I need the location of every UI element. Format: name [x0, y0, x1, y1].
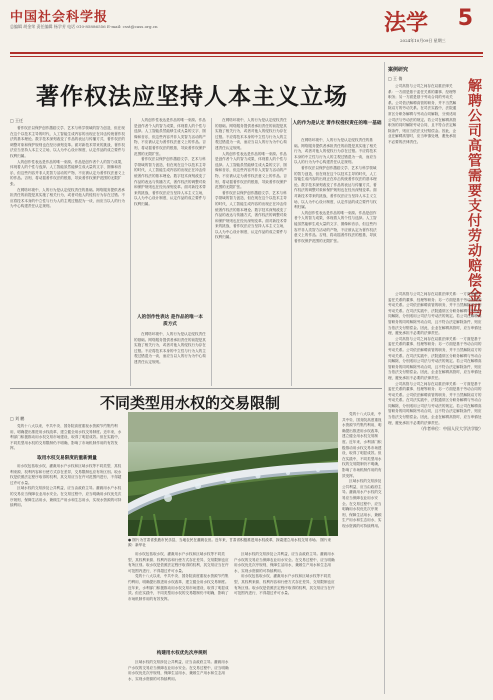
bottom-story-subhead-1: 取用水权交易限度的重新测量	[37, 455, 97, 461]
newspaper-logo: 中国社会科学报	[10, 10, 109, 25]
bottom-story-col-2-lower	[128, 660, 230, 694]
top-story-text-3: 在网络环境中，人的行为是认定侵权责任的基础。网络服务提供者承担责任的前提是其实施了相关行为，或者对他人的侵权行为存在过错。不应将技术本身的中立性与行为人的主观过错混为一谈，而应当以人的行为为中心构建责任认定规则。	[215, 118, 287, 150]
bottom-story-col-4	[342, 412, 382, 694]
top-story-subhead-1: 人的创作性表达 是作品的唯一本质方式	[137, 315, 203, 327]
top-story-text-1b: 人的创作性表达是作品的唯一来源。作品是创作者个人的智力成果，体现着人的个性与选择。人工智能虽然能够生成大量的文字、图像和音乐，但这些内容并非人类智力活动的产物，不应被认定为著作权法意义上的作品。否则，将动摇著作权法的根基，导致著作权保护范围的无限扩张。	[10, 159, 125, 186]
bottom-story-text-4b: 区域水权的交易涉及公共利益，应当由政府主导。灌溉用水户水权的交易应当保障农业用水安全。在交易过程中，应当明确用水权优先次序规则，保障生活用水，兼顾生产用水和生态用水，实现水资源的可持续利用。	[342, 479, 382, 528]
bottom-story-text-1c: 区域水权的交易涉及公共利益，应当由政府主导。灌溉用水户水权的交易应当保障农业用水安全。在交易过程中，应当明确用水权优先次序规则，保障生活用水，兼顾生产用水和生态用水，实现水资源的可持续利用。	[10, 486, 122, 508]
masthead-info: 总编辑 胡金荣 责任编辑 杨学芳 电话 010-85886556 E-mail: csst@cass.org.cn	[10, 24, 158, 29]
column-divider	[211, 118, 212, 386]
right-column-para-4: 公司高管与公司之间存在双重法律关系：一方面是基于委任关系的董事、经理等职务；另一方面是基于劳动合同的劳动关系。公司依法解聘高管的职务，并不当然解除双方的劳动关系。在司法实践中，法院通常区分职务解聘与劳动合同解除，分别适用公司法与劳动法的规定。若公司在解聘高管职务的同时解除劳动合同，且不符合法定解除条件，则应当依法支付赔偿金。因此，企业在解聘高管时，应当审慎处理，避免承担不必要的法律责任。	[388, 381, 482, 425]
top-story-byline: □ 王迁	[10, 118, 24, 123]
top-story-subhead-2: 人的作为是认定 著作权侵权责任的唯一基础	[292, 121, 382, 126]
masthead	[10, 6, 483, 50]
top-story-text-2c: 在网络环境中，人的行为是认定侵权责任的基础。网络服务提供者承担责任的前提是其实施了相关行为，或者对他人的侵权行为存在过错。不应将技术本身的中立性与行为人的主观过错混为一谈，而应当以人的行为为中心构建责任认定规则。	[134, 332, 206, 364]
top-story-col-2-lower	[134, 332, 208, 388]
top-story-col-2	[134, 118, 208, 312]
irrigation-photo	[128, 412, 338, 536]
right-column-text-2	[388, 292, 483, 688]
bottom-story-col-3	[234, 552, 338, 694]
top-story-headline: 著作权法应坚持人本主义立场	[36, 84, 348, 110]
masthead-rule-thin	[10, 56, 483, 57]
bottom-story-subhead-2: 构建用水权优先次序规则	[156, 651, 208, 656]
bottom-story-text-2c: 区域水权的交易涉及公共利益，应当由政府主导。灌溉用水户水权的交易应当保障农业用水安全。在交易过程中，应当明确用水权优先次序规则，保障生活用水，兼顾生产用水和生态用水，实现水资源的可持续利用。	[128, 660, 229, 681]
top-story-text-4: 在网络环境中，人的行为是认定侵权责任的基础。网络服务提供者承担责任的前提是其实施了相关行为，或者对他人的侵权行为存在过错。不应将技术本身的中立性与行为人的主观过错混为一谈，而应当以人的行为为中心构建责任认定规则。	[294, 138, 377, 165]
top-story-text-1c: 在网络环境中，人的行为是认定侵权责任的基础。网络服务提供者承担责任的前提是其实施了相关行为，或者对他人的侵权行为存在过错。不应将技术本身的中立性与行为人的主观过错混为一谈，而应当以人的行为为中心构建责任认定规则。	[10, 187, 125, 209]
right-column-para-2: 公司高管与公司之间存在双重法律关系：一方面是基于委任关系的董事、经理等职务；另一方面是基于劳动合同的劳动关系。公司依法解聘高管的职务，并不当然解除双方的劳动关系。在司法实践中，法院通常区分职务解聘与劳动合同解除，分别适用公司法与劳动法的规定。若公司在解聘高管职务的同时解除劳动合同，且不符合法定解除条件，则应当依法支付赔偿金。因此，企业在解聘高管时，应当审慎处理，避免承担不必要的法律责任。	[388, 292, 482, 336]
top-story-text-4c: 人的创作性表达是作品的唯一来源。作品是创作者个人的智力成果，体现着人的个性与选择。人工智能虽然能够生成大量的文字、图像和音乐，但这些内容并非人类智力活动的产物，不应被认定为著作权法意义上的作品。否则，将动摇著作权法的根基，导致著作权保护范围的无限扩张。	[294, 210, 377, 243]
top-story-col-4	[294, 138, 380, 388]
photo-caption: ● 图片为甘肃省张掖市民乐县，当地农民在灌溉农田。近年来，甘肃省积极推进用水权改革，探索建立用水权交易市场。 图片来源：新华社	[128, 538, 332, 547]
column-divider	[291, 118, 292, 386]
bottom-story-text-3: 区域水权的交易涉及公共利益，应当由政府主导。灌溉用水户水权的交易应当保障农业用水安全。在交易过程中，应当明确用水权优先次序规则，保障生活用水，兼顾生产用水和生态用水，实现水资源的可持续利用。	[234, 552, 335, 573]
bottom-story-col-1	[10, 416, 124, 694]
column-divider	[130, 118, 131, 386]
bottom-story-text-1: 党的十八大以来，中共中央、国务院高度重视水资源节约集约利用，明确提出推进用水权改革，建立健全用水权交易制度。近年来，水利部门积极推动用水权交易市场建设，取得了明显成效。但在实践中，不同类型用水权的交易限制仍不明确，影响了市场机制作用的有效发挥。	[10, 424, 122, 451]
right-column-footer: （作者单位：中国人民大学法学院）	[419, 426, 483, 432]
top-story-text-2b: 著作权法以保护创作激励文学、艺术与科学领域的智力创造，但在现在这个以技术主导的时代，人工智能生成内容的出现正在冲击传统著作权法的基本理论。数字技术深刻改变了作品的表达与传播方式，著作权法的调整对象和保护规则也在经历深刻变革。面对新技术带来的挑战，著作权法应当坚持人本主义立场，以人为中心设计制度，认定作品的成立要件与权利归属。	[134, 157, 206, 206]
bottom-story-byline: □ 刘 鹏	[10, 416, 25, 421]
issue-date: 2024年10月09日 星期三	[400, 38, 446, 43]
right-column-byline: □ 王 倩	[388, 76, 403, 81]
right-column-para-3: 公司高管与公司之间存在双重法律关系：一方面是基于委任关系的董事、经理等职务；另一方面是基于劳动合同的劳动关系。公司依法解聘高管的职务，并不当然解除双方的劳动关系。在司法实践中，法院通常区分职务解聘与劳动合同解除，分别适用公司法与劳动法的规定。若公司在解聘高管职务的同时解除劳动合同，且不符合法定解除条件，则应当依法支付赔偿金。因此，企业在解聘高管时，应当审慎处理，避免承担不必要的法律责任。	[388, 336, 482, 380]
bottom-story-text-1b: 用水权包括取水权、灌溉用水户水权和区域水权等不同类型，其权利来源、权利内容和行使方式存在差异，交易限制也应有所区别。取水权是依照法定程序取得的权利，其交易应当在许可范围内进行，不得超过许可水量。	[10, 463, 122, 485]
top-story-text-3c: 著作权法以保护创作激励文学、艺术与科学领域的智力创造，但在现在这个以技术主导的时代，人工智能生成内容的出现正在冲击传统著作权法的基本理论。数字技术深刻改变了作品的表达与传播方式，著作权法的调整对象和保护规则也在经历深刻变革。面对新技术带来的挑战，著作权法应当坚持人本主义立场，以人为中心设计制度，认定作品的成立要件与权利归属。	[215, 190, 287, 240]
masthead-rule	[10, 52, 483, 54]
bottom-story-text-4: 党的十八大以来，中共中央、国务院高度重视水资源节约集约利用，明确提出推进用水权改革，建立健全用水权交易制度。近年来，水利部门积极推动用水权交易市场建设，取得了明显成效。但在实践中，不同类型用水权的交易限制仍不明确，影响了市场机制作用的有效发挥。	[342, 412, 382, 478]
right-column-para-1: 公司高管与公司之间存在双重法律关系：一方面是基于委任关系的董事、经理等职务；另一方面是基于劳动合同的劳动关系。公司依法解聘高管的职务，并不当然解除双方的劳动关系。在司法实践中，法院通常区分职务解聘与劳动合同解除，分别适用公司法与劳动法的规定。若公司在解聘高管职务的同时解除劳动合同，且不符合法定解除条件，则应当依法支付赔偿金。因此，企业在解聘高管时，应当审慎处理，避免承担不必要的法律责任。	[388, 84, 457, 144]
bottom-story-col-2	[128, 552, 230, 648]
bottom-story-text-2: 用水权包括取水权、灌溉用水户水权和区域水权等不同类型，其权利来源、权利内容和行使方式存在差异，交易限制也应有所区别。取水权是依照法定程序取得的权利，其交易应当在许可范围内进行，不得超过许可水量。	[128, 552, 229, 573]
right-column-title: 解聘公司高管需要支付劳动赔偿金吗	[466, 78, 482, 318]
top-story-col-3	[215, 118, 289, 388]
top-story-text-1: 著作权法以保护创作激励文学、艺术与科学领域的智力创造，但在现在这个以技术主导的时代，人工智能生成内容的出现正在冲击传统著作权法的基本理论。数字技术深刻改变了作品的表达与传播方式，著作权法的调整对象和保护规则也在经历深刻变革。面对新技术带来的挑战，著作权法应当坚持人本主义立场，以人为中心设计制度，认定作品的成立要件与权利归属。	[10, 126, 125, 158]
bottom-story-text-3b: 用水权包括取水权、灌溉用水户水权和区域水权等不同类型，其权利来源、权利内容和行使方式存在差异，交易限制也应有所区别。取水权是依照法定程序取得的权利，其交易应当在许可范围内进行，不得超过许可水量。	[234, 574, 335, 596]
page-number: 5	[457, 6, 473, 31]
case-study-tag: 案例研究	[388, 67, 409, 73]
irrigation-photo-image	[128, 412, 338, 536]
top-story-text-2: 人的创作性表达是作品的唯一来源。作品是创作者个人的智力成果，体现着人的个性与选择。人工智能虽然能够生成大量的文字、图像和音乐，但这些内容并非人类智力活动的产物，不应被认定为著作权法意义上的作品。否则，将动摇著作权法的根基，导致著作权保护范围的无限扩张。	[134, 118, 206, 156]
top-story-text-3b: 人的创作性表达是作品的唯一来源。作品是创作者个人的智力成果，体现着人的个性与选择。人工智能虽然能够生成大量的文字、图像和音乐，但这些内容并非人类智力活动的产物，不应被认定为著作权法意义上的作品。否则，将动摇著作权法的根基，导致著作权保护范围的无限扩张。	[215, 151, 287, 190]
bottom-story-headline: 不同类型用水权的交易限制	[100, 394, 281, 412]
right-column-text-1	[388, 76, 458, 288]
section-title: 法学	[384, 11, 429, 36]
section-divider	[10, 388, 382, 389]
bottom-story-text-2b: 党的十八大以来，中共中央、国务院高度重视水资源节约集约利用，明确提出推进用水权改革，建立健全用水权交易制度。近年来，水利部门积极推动用水权交易市场建设，取得了明显成效。但在实践中，不同类型用水权的交易限制仍不明确，影响了市场机制作用的有效发挥。	[128, 574, 229, 601]
right-column-divider	[384, 62, 385, 694]
top-story-text-4b: 著作权法以保护创作激励文学、艺术与科学领域的智力创造，但在现在这个以技术主导的时代，人工智能生成内容的出现正在冲击传统著作权法的基本理论。数字技术深刻改变了作品的表达与传播方式，著作权法的调整对象和保护规则也在经历深刻变革。面对新技术带来的挑战，著作权法应当坚持人本主义立场，以人为中心设计制度，认定作品的成立要件与权利归属。	[294, 165, 377, 210]
top-story-col-1	[10, 118, 128, 388]
